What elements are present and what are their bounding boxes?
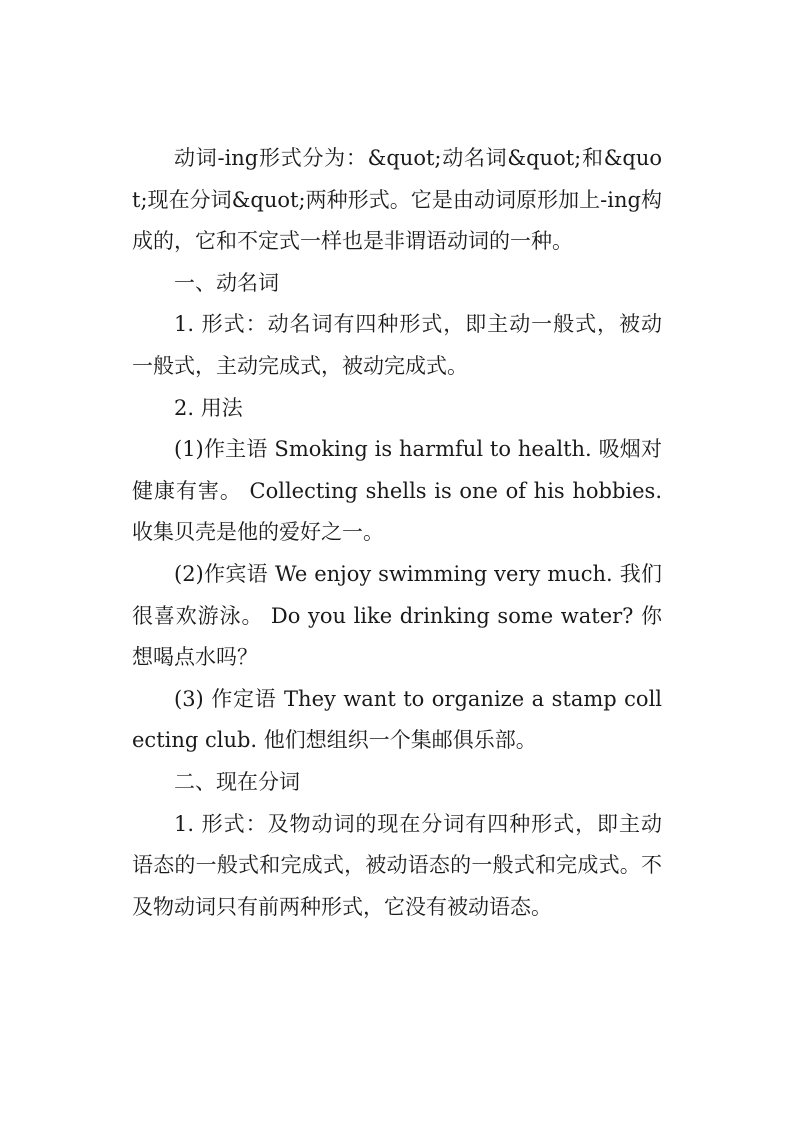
intro-paragraph: 动词-ing形式分为：&quot;动名词&quot;和&quot;现在分词&quot;两种形式。它是由动词原形加上-ing构成的，它和不定式一样也是非谓语动词的一种。 bbox=[132, 146, 662, 254]
gerund-as-attribute-paragraph: (3) 作定语 They want to organize a stamp collecting club. 他们想组织一个集邮俱乐部。 bbox=[132, 686, 662, 753]
document-body bbox=[132, 138, 662, 928]
gerund-usage-heading: 2. 用法 bbox=[174, 395, 243, 420]
gerund-form-paragraph: 1. 形式：动名词有四种形式，即主动一般式，被动一般式，主动完成式，被动完成式。 bbox=[132, 312, 662, 378]
section-heading-present-participle: 二、现在分词 bbox=[174, 769, 300, 794]
gerund-as-subject-paragraph: (1)作主语 Smoking is harmful to health. 吸烟对健康有害。 Collecting shells is one of his hobbies. 收集贝壳是他的爱好之一。 bbox=[132, 437, 662, 545]
participle-form-paragraph: 1. 形式：及物动词的现在分词有四种形式，即主动语态的一般式和完成式，被动语态的一般式和完成式。不及物动词只有前两种形式，它没有被动语态。 bbox=[132, 811, 662, 919]
section-heading-gerund: 一、动名词 bbox=[174, 270, 279, 295]
gerund-as-object-paragraph: (2)作宾语 We enjoy swimming very much. 我们很喜欢游泳。 Do you like drinking some water? 你想喝点水吗？ bbox=[132, 561, 662, 670]
